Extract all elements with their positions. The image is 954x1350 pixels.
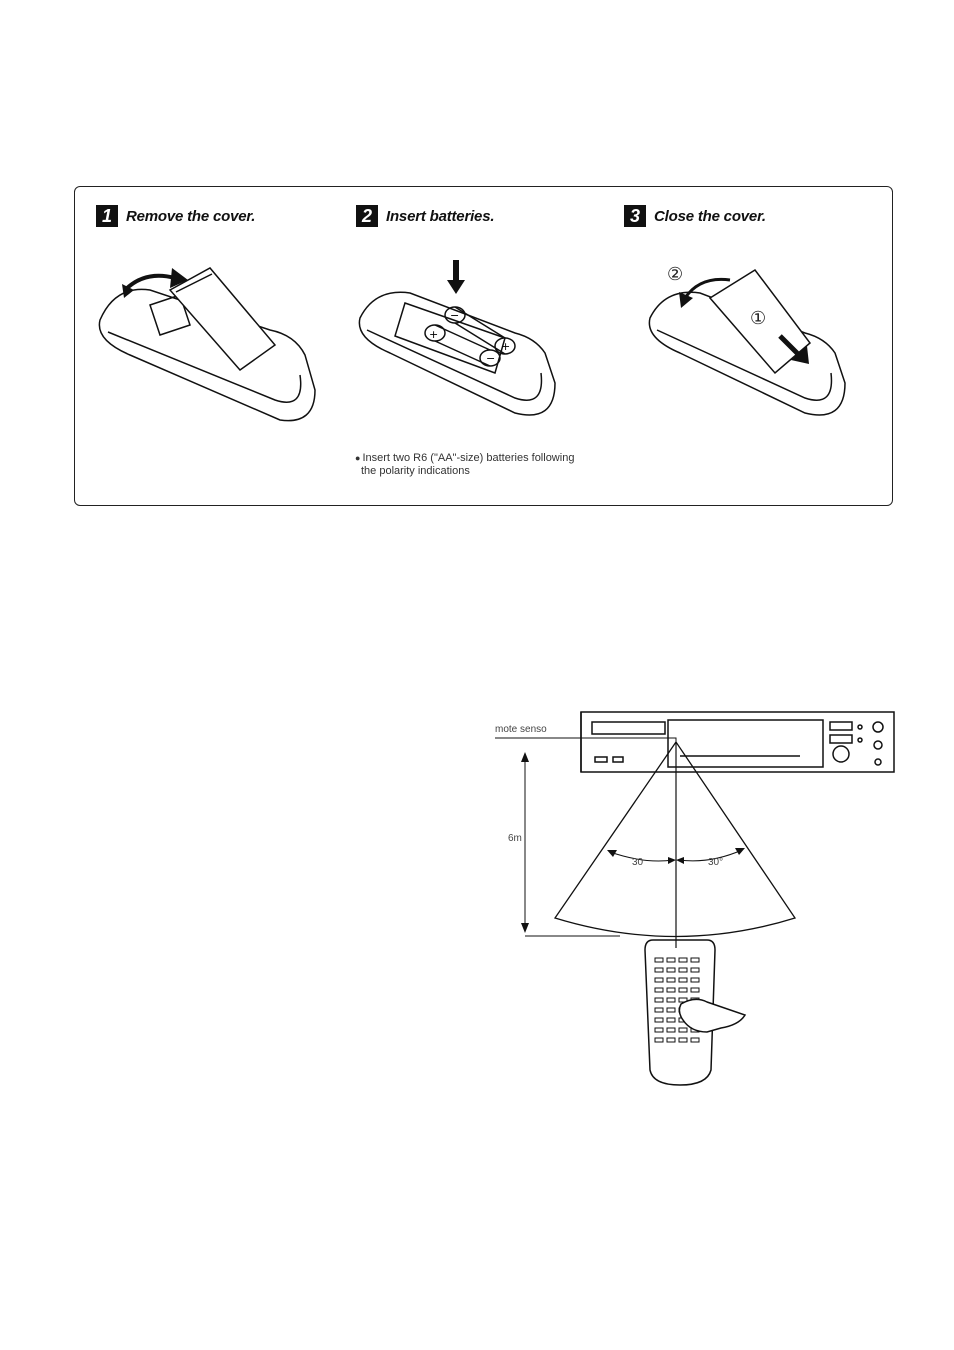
- step-2-title: Insert batteries.: [386, 207, 495, 225]
- step-3-title: Close the cover.: [654, 207, 766, 225]
- angle-right-label: 30°: [708, 857, 724, 868]
- angle-left-label: 30: [632, 857, 644, 868]
- step-1-badge: 1: [96, 205, 118, 227]
- insert-batteries-illustration: [355, 258, 570, 423]
- cd-player-unit: [581, 712, 894, 772]
- battery-note-line-1: Insert two R6 ("AA"-size) batteries following: [362, 452, 575, 464]
- battery-polarity-note: [355, 452, 625, 478]
- callout-circle-1: ①: [750, 308, 767, 329]
- distance-label: 6m: [508, 833, 522, 844]
- battery-note-line-2: the polarity indications: [361, 465, 470, 477]
- svg-text:+: +: [501, 340, 511, 353]
- svg-text:+: +: [429, 328, 439, 341]
- remote-range-diagram: [495, 700, 900, 1090]
- step-1-heading: [96, 204, 255, 228]
- step-2-badge: 2: [356, 205, 378, 227]
- svg-text:−: −: [450, 309, 460, 322]
- hand-icon: [679, 999, 745, 1032]
- svg-text:−: −: [486, 352, 496, 365]
- callout-circle-2: ②: [667, 264, 684, 285]
- remote-sensor-label: mote senso: [495, 724, 547, 735]
- bullet-icon: ●: [355, 453, 361, 463]
- step-3-heading: [624, 204, 766, 228]
- step-3-badge: 3: [624, 205, 646, 227]
- close-cover-illustration: [645, 258, 855, 423]
- step-2-heading: [356, 204, 494, 228]
- step-1-title: Remove the cover.: [126, 207, 256, 225]
- remove-cover-illustration: [90, 250, 340, 425]
